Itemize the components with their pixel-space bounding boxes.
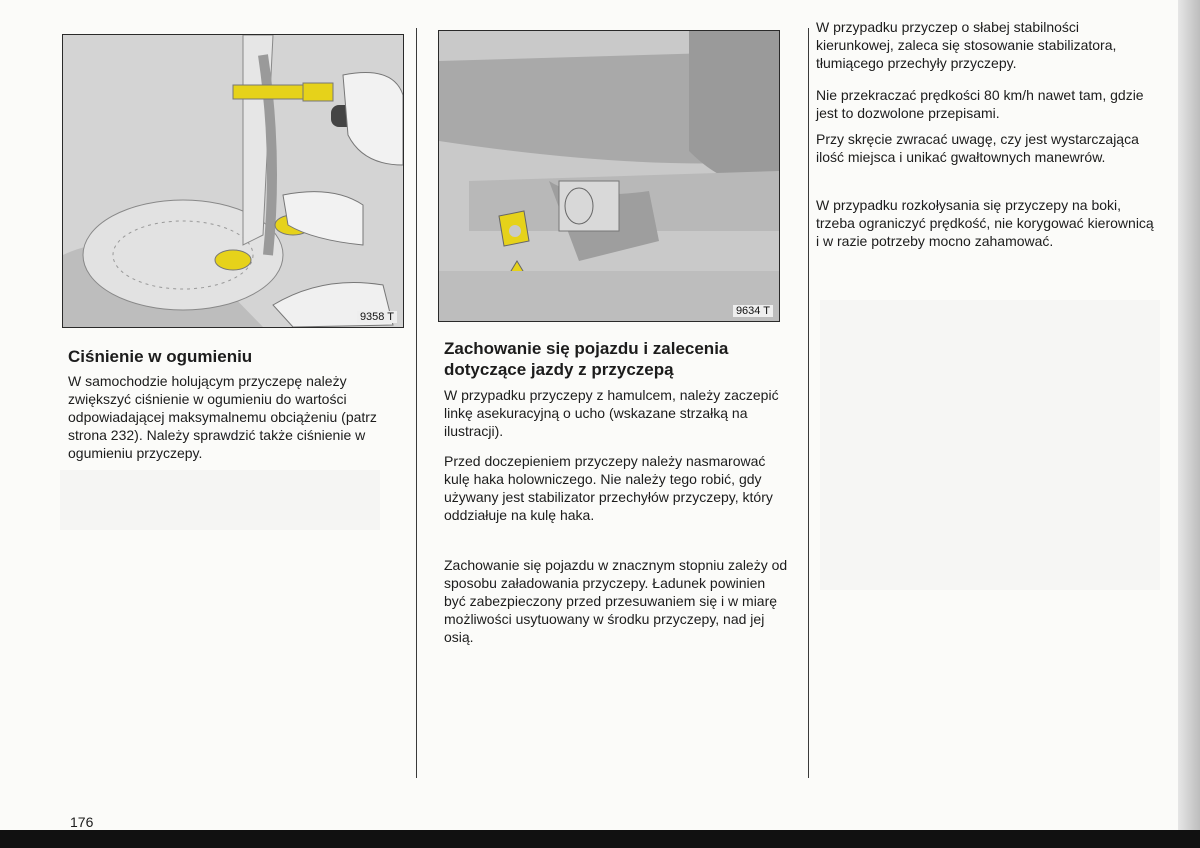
tow-ball-grease-paragraph: Przed doczepieniem przyczepy należy nasmarować kulę haka holowniczego. Nie należy tego robić, gdy używany jest stabilizator przechyłów przyczepy, który oddziałuje na kulę haka. bbox=[444, 453, 773, 523]
loading-paragraph: Zachowanie się pojazdu w znacznym stopniu zależy od sposobu załadowania przyczepy. Ładunek powinien być zabezpieczony przed przesuwaniem się i w miarę możliwości usytuowany w środku przyczepy, nad jej osią. bbox=[444, 557, 788, 645]
tyre-pressure-heading: Ciśnienie w ogumieniu bbox=[68, 347, 253, 366]
speed-limit-paragraph: Nie przekraczać prędkości 80 km/h nawet tam, gdzie jest to dozwolone przepisami. bbox=[816, 87, 1144, 121]
turning-paragraph: Przy skręcie zwracać uwagę, czy jest wystarczająca ilość miejsca i unikać gwałtownych manewrów. bbox=[816, 131, 1139, 165]
sway-paragraph: W przypadku rozkołysania się przyczepy na boki, trzeba ograniczyć prędkość, nie korygować kierownicą i w razie potrzeby mocno zahamować. bbox=[816, 197, 1154, 249]
show-through-left bbox=[60, 470, 380, 530]
stabilizer-paragraph: W przypadku przyczep o słabej stabilności kierunkowej, zaleca się stosowanie stabilizatora, tłumiącego przechyły przyczepy. bbox=[816, 19, 1117, 71]
tyre-pressure-illustration bbox=[62, 34, 404, 328]
safety-eye-illustration bbox=[438, 30, 780, 322]
page-edge-shadow bbox=[1178, 0, 1200, 830]
figure-code-left: 9358 T bbox=[357, 311, 397, 323]
driving-recommendations-heading: Zachowanie się pojazdu i zalecenia dotyczące jazdy z przyczepą bbox=[444, 339, 729, 379]
page-number: 176 bbox=[70, 814, 94, 830]
figure-code-middle: 9634 T bbox=[733, 305, 773, 317]
column-rule-left bbox=[416, 28, 417, 778]
show-through-right bbox=[820, 300, 1160, 590]
column-rule-right bbox=[808, 28, 809, 778]
tyre-pressure-paragraph: W samochodzie holującym przyczepę należy zwiększyć ciśnienie w ogumieniu do wartości odpowiadającej maksymalnemu obciążeniu (patrz strona 232). Należy sprawdzić także ciśnienie w ogumieniu przyczepy. bbox=[68, 373, 377, 461]
safety-cable-paragraph: W przypadku przyczepy z hamulcem, należy zaczepić linkę asekuracyjną o ucho (wskazane strzałką na ilustracji). bbox=[444, 387, 779, 439]
scan-bottom-edge bbox=[0, 830, 1200, 848]
